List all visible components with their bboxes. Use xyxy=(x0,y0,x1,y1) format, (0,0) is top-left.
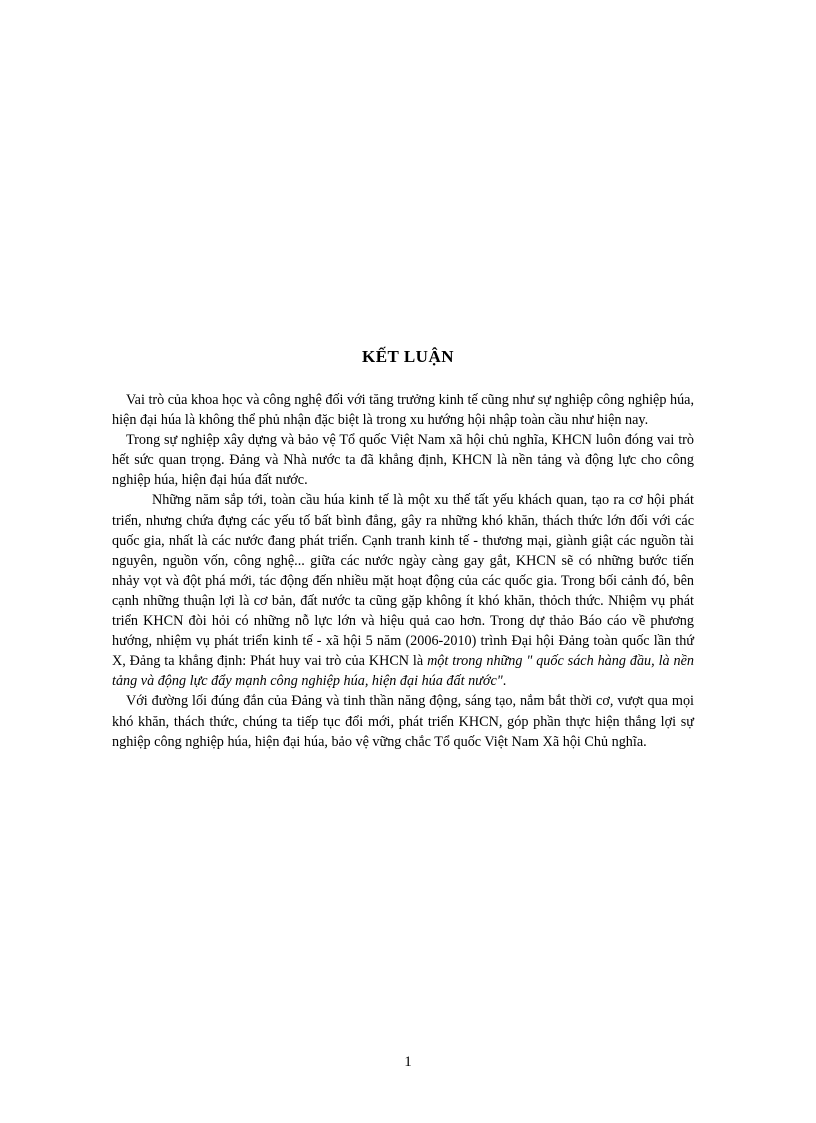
paragraph-3-text: Những năm sắp tới, toàn cầu húa kinh tế là một xu thế tất yếu khách quan, tạo ra cơ hội phát triển, nhưng chứa đựng các yếu tố bất bình đẳng, gây ra những khó khăn, thách thức lớn đối với các quốc gia, nhất là các nước đang phát triển. Cạnh tranh kinh tế - thương mại, giành giật các nguồn tài nguyên, nguồn vốn, công nghệ... giữa các nước ngày càng gay gắt, KHCN sẽ có những bước tiến nhảy vọt và đột phá mới, tác động đến nhiều mặt hoạt động của các quốc gia. Trong bối cảnh đó, bên cạnh những thuận lợi là cơ bản, đất nước ta cũng gặp không ít khó khăn, thỏch thức. Nhiệm vụ phát triển KHCN đòi hỏi có những nỗ lực lớn và hiệu quả cao hơn. Trong dự thảo Báo cáo về phương hướng, nhiệm vụ phát triển kinh tế - xã hội 5 năm (2006-2010) trình Đại hội Đảng toàn quốc lần thứ X, Đảng ta khẳng định: Phát huy vai trò của KHCN là xyxy=(112,492,694,670)
paragraph-3-emphasis: một trong những " quốc sách hàng đầu, là nền tảng và động lực đẩy mạnh công nghiệp húa, hiện đại húa đất nước" xyxy=(112,653,694,690)
paragraph-4: Với đường lối đúng đắn của Đảng và tinh thần năng động, sáng tạo, nắm bắt thời cơ, vượt qua mọi khó khăn, thách thức, chúng ta tiếp tục đổi mới, phát triển KHCN, góp phần thực hiện thắng lợi sự nghiệp công nghiệp húa, hiện đại húa, bảo vệ vững chắc Tổ quốc Việt Nam Xã hội Chủ nghĩa. xyxy=(112,693,694,750)
page-title: KẾT LUẬN xyxy=(361,347,454,366)
body-text xyxy=(112,390,694,752)
page-number: 1 xyxy=(404,1054,412,1070)
paragraph-3 xyxy=(112,490,694,691)
paragraph-3-end: . xyxy=(502,673,507,690)
paragraph-1: Vai trò của khoa học và công nghệ đối với tăng trưởng kinh tế cũng như sự nghiệp công nghiệp húa, hiện đại húa là không thể phủ nhận đặc biệt là trong xu hướng hội nhập toàn cầu như hiện nay. xyxy=(112,392,695,429)
paragraph-2: Trong sự nghiệp xây dựng và bảo vệ Tổ quốc Việt Nam xã hội chủ nghĩa, KHCN luôn đóng vai trò hết sức quan trọng. Đảng và Nhà nước ta đã khẳng định, KHCN là nền tảng và động lực cho công nghiệp húa, hiện đại húa đất nước. xyxy=(112,432,694,489)
